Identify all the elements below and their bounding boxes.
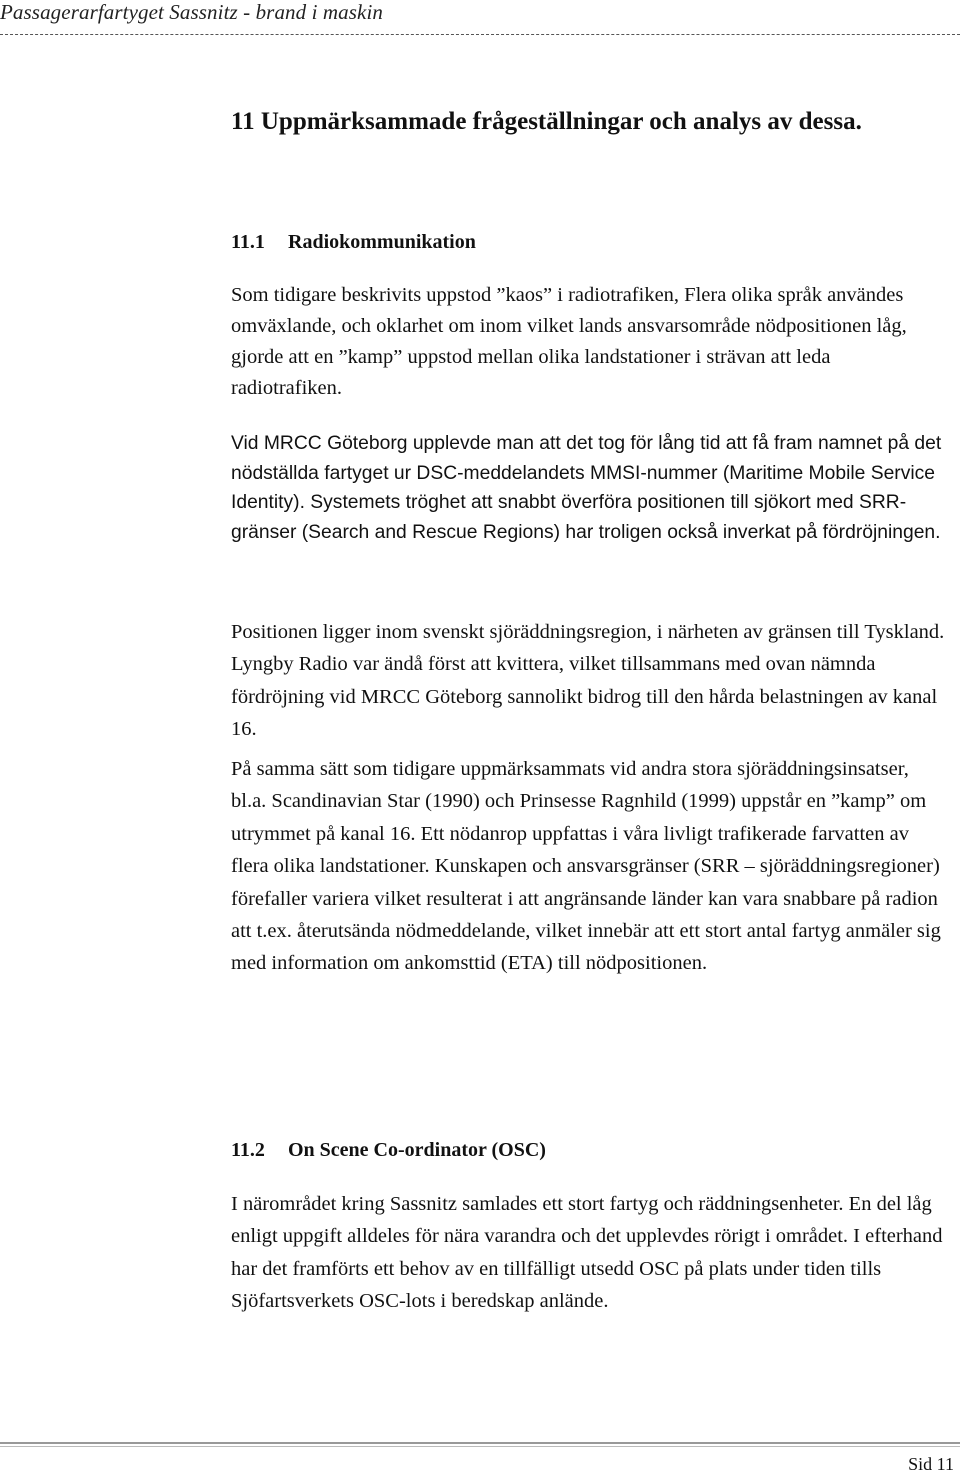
paragraph-position: Positionen ligger inom svenskt sjöräddningsregion, i närheten av gränsen till Tyskland. Lyngby Radio var ändå först att kvittera, vilket tillsammans med ovan nämnda fördröjning vid MRCC Göteborg sannolikt bidrog till den hårda belastningen av kanal 16.	[231, 621, 945, 741]
section-title: On Scene Co-ordinator (OSC)	[288, 1139, 546, 1161]
footer-divider	[0, 1442, 960, 1444]
section-heading-11-2	[231, 1137, 546, 1163]
section-number: 11.1	[231, 231, 265, 253]
footer-divider-thin	[0, 1446, 960, 1447]
chapter-heading: 11 Uppmärksammade frågeställningar och analys av dessa.	[231, 108, 862, 135]
section-title: Radiokommunikation	[288, 231, 476, 253]
running-header-title: Passagerarfartyget Sassnitz - brand i maskin	[0, 0, 383, 24]
paragraph-channel-16: På samma sätt som tidigare uppmärksammats vid andra stora sjöräddningsinsatser, bl.a. Scandinavian Star (1990) och Prinsesse Ragnhild (1999) uppstår en ”kamp” om utrymmet på kanal 16. Ett nödanrop uppfattas i våra livligt trafikerade farvatten av flera olika landstationer. Kunskapen och ansvarsgränser (SRR – sjöräddningsregioner) förefaller variera vilket resulterat i att angränsande länder kan vara snabbare på radion att t.ex. återutsända nödmeddelande, vilket innebär att ett stort antal fartyg anmäler sig med information om ankomsttid (ETA) till nödpositionen.	[231, 758, 941, 975]
page-number: Sid 11	[908, 1454, 954, 1474]
section-number: 11.2	[231, 1139, 265, 1161]
header-divider	[0, 34, 960, 35]
section-heading-11-1	[231, 229, 476, 255]
paragraph-osc: I närområdet kring Sassnitz samlades ett stort fartyg och räddningsenheter. En del låg enligt uppgift alldeles för nära varandra och det upplevdes rörigt i området. I efterhand har det framförts ett behov av en tillfälligt utsedd OSC på plats under tiden tills Sjöfartsverkets OSC-lots i beredskap anlände.	[231, 1193, 943, 1313]
paragraph-radio-chaos: Som tidigare beskrivits uppstod ”kaos” i radiotrafiken, Flera olika språk användes omväxlande, och oklarhet om inom vilket lands ansvarsområde nödpositionen låg, gjorde att en ”kamp” uppstod mellan olika landstationer i strävan att leda radiotrafiken.	[231, 284, 907, 399]
paragraph-mrcc-delay: Vid MRCC Göteborg upplevde man att det tog för lång tid att få fram namnet på det nödställda fartyget ur DSC-meddelandets MMSI-nummer (Maritime Mobile Service Identity). Systemets tröghet att snabbt överföra positionen till sjökort med SRR-gränser (Search and Rescue Regions) har troligen också inverkat på fördröjningen.	[231, 433, 942, 543]
